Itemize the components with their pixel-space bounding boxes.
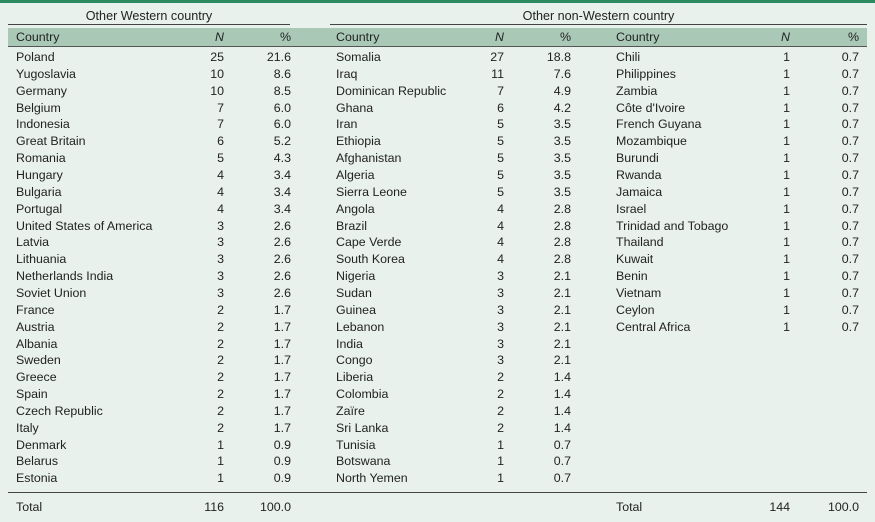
- percent-cell: 2.1: [553, 353, 571, 368]
- table-row: [0, 49, 875, 66]
- table-row: [0, 66, 875, 83]
- count-cell: 1: [783, 285, 790, 300]
- percent-cell: 2.6: [273, 269, 291, 284]
- country-cell: Côte d'Ivoire: [616, 100, 686, 115]
- country-cell: Trinidad and Tobago: [616, 218, 729, 233]
- count-cell: 5: [497, 184, 504, 199]
- percent-cell: 0.7: [841, 50, 859, 64]
- percent-cell: 1.7: [273, 403, 291, 418]
- country-cell: Ghana: [336, 100, 374, 115]
- country-cell: Sweden: [16, 353, 61, 368]
- percent-cell: 3.5: [553, 184, 571, 199]
- table-row: [0, 386, 875, 403]
- table-row: [0, 150, 875, 167]
- country-cell: Bulgaria: [16, 184, 62, 199]
- total-pct-western: 100.0: [259, 500, 291, 514]
- percent-cell: 0.7: [841, 168, 859, 182]
- percent-cell: 1.7: [273, 319, 291, 334]
- count-cell: 10: [210, 66, 224, 81]
- count-cell: 2: [497, 387, 504, 401]
- country-cell: Greece: [16, 370, 57, 385]
- percent-cell: 21.6: [266, 50, 291, 64]
- country-cell: Angola: [336, 201, 375, 216]
- percent-cell: 0.7: [841, 66, 859, 81]
- table-header: [8, 28, 867, 47]
- percent-cell: 0.9: [273, 471, 291, 486]
- table-row: [0, 453, 875, 470]
- count-cell: 4: [217, 201, 224, 216]
- table-row: [0, 184, 875, 201]
- country-cell: Cape Verde: [336, 235, 402, 250]
- count-cell: 1: [217, 454, 224, 469]
- header-pct: %: [847, 30, 859, 44]
- percent-cell: 2.1: [553, 285, 571, 300]
- count-cell: 1: [783, 134, 790, 149]
- percent-cell: 2.6: [273, 218, 291, 233]
- percent-cell: 1.7: [273, 387, 291, 401]
- country-cell: Benin: [616, 269, 648, 284]
- count-cell: 25: [210, 50, 224, 64]
- header-n: N: [495, 30, 504, 44]
- count-cell: 1: [217, 471, 224, 486]
- country-cell: Nigeria: [336, 269, 376, 284]
- percent-cell: 3.5: [553, 117, 571, 132]
- table-row: [0, 100, 875, 117]
- count-cell: 4: [497, 235, 504, 250]
- percent-cell: 2.6: [273, 235, 291, 250]
- count-cell: 3: [217, 285, 224, 300]
- country-cell: Ceylon: [616, 302, 655, 317]
- table-row: [0, 218, 875, 235]
- percent-cell: 0.7: [841, 83, 859, 98]
- count-cell: 2: [497, 370, 504, 385]
- country-cell: Lithuania: [16, 252, 67, 267]
- percent-cell: 6.0: [273, 100, 291, 115]
- country-cell: Liberia: [336, 370, 374, 385]
- country-cell: Italy: [16, 420, 39, 435]
- percent-cell: 1.4: [553, 387, 571, 401]
- count-cell: 1: [783, 302, 790, 317]
- count-cell: 2: [217, 319, 224, 334]
- country-cell: Great Britain: [16, 134, 86, 149]
- country-cell: Guinea: [336, 302, 376, 317]
- total-divider: [8, 492, 867, 493]
- country-cell: Germany: [16, 83, 67, 98]
- table-row: [0, 470, 875, 487]
- percent-cell: 5.2: [273, 134, 291, 149]
- count-cell: 3: [497, 336, 504, 351]
- table-row: [0, 285, 875, 302]
- percent-cell: 0.7: [841, 134, 859, 149]
- count-cell: 3: [217, 218, 224, 233]
- country-cell: Thailand: [616, 235, 664, 250]
- percent-cell: 0.7: [553, 471, 571, 486]
- count-cell: 3: [497, 319, 504, 334]
- country-cell: Sri Lanka: [336, 420, 389, 435]
- table-row: [0, 167, 875, 184]
- percent-cell: 3.5: [553, 134, 571, 149]
- total-n-nonwestern: 144: [769, 500, 790, 514]
- count-cell: 2: [217, 370, 224, 385]
- country-cell: Albania: [16, 336, 58, 351]
- country-cell: Algeria: [336, 168, 375, 182]
- percent-cell: 1.7: [273, 370, 291, 385]
- count-cell: 2: [217, 302, 224, 317]
- percent-cell: 0.7: [841, 302, 859, 317]
- percent-cell: 18.8: [546, 50, 571, 64]
- table-row: [0, 234, 875, 251]
- country-cell: Iraq: [336, 66, 358, 81]
- percent-cell: 0.9: [273, 454, 291, 469]
- percent-cell: 2.8: [553, 252, 571, 267]
- country-cell: Belarus: [16, 454, 59, 469]
- header-n: N: [781, 30, 790, 44]
- percent-cell: 1.4: [553, 403, 571, 418]
- count-cell: 6: [217, 134, 224, 149]
- count-cell: 27: [490, 50, 504, 64]
- percent-cell: 8.5: [273, 83, 291, 98]
- country-cell: Romania: [16, 151, 66, 166]
- country-cell: Kuwait: [616, 252, 654, 267]
- percent-cell: 2.8: [553, 218, 571, 233]
- country-cell: Zambia: [616, 83, 658, 98]
- count-cell: 3: [497, 269, 504, 284]
- percent-cell: 4.2: [553, 100, 571, 115]
- percent-cell: 0.7: [841, 201, 859, 216]
- country-cell: Sudan: [336, 285, 372, 300]
- total-label-nonwestern: Total: [616, 500, 643, 514]
- percent-cell: 2.8: [553, 235, 571, 250]
- count-cell: 4: [497, 201, 504, 216]
- table-row: [0, 251, 875, 268]
- table-row: [0, 201, 875, 218]
- count-cell: 2: [497, 420, 504, 435]
- group-title-nonwestern: Other non-Western country: [522, 9, 675, 23]
- count-cell: 1: [783, 269, 790, 284]
- percent-cell: 2.8: [553, 201, 571, 216]
- percent-cell: 4.9: [553, 83, 571, 98]
- header-country: Country: [336, 30, 380, 44]
- country-cell: Hungary: [16, 168, 63, 182]
- count-cell: 4: [497, 252, 504, 267]
- count-cell: 4: [217, 168, 224, 182]
- count-cell: 2: [217, 420, 224, 435]
- count-cell: 1: [783, 218, 790, 233]
- country-cell: North Yemen: [336, 471, 408, 486]
- country-cell: Czech Republic: [16, 403, 103, 418]
- country-cell: Philippines: [616, 66, 676, 81]
- total-label-western: Total: [16, 500, 43, 514]
- count-cell: 3: [217, 252, 224, 267]
- country-cell: Yugoslavia: [16, 66, 76, 81]
- country-cell: Vietnam: [616, 285, 662, 300]
- country-cell: Colombia: [336, 387, 389, 401]
- count-cell: 1: [783, 319, 790, 334]
- country-cell: Congo: [336, 353, 373, 368]
- percent-cell: 3.5: [553, 151, 571, 166]
- count-cell: 1: [783, 117, 790, 132]
- country-cell: Portugal: [16, 201, 63, 216]
- total-row: [8, 499, 867, 516]
- count-cell: 1: [783, 50, 790, 64]
- count-cell: 2: [217, 336, 224, 351]
- table-row: [0, 133, 875, 150]
- country-cell: Zaïre: [336, 403, 365, 418]
- header-n: N: [215, 30, 224, 44]
- group-underline-nonwestern: [330, 24, 867, 25]
- country-cell: Central Africa: [616, 319, 691, 334]
- percent-cell: 1.7: [273, 336, 291, 351]
- percent-cell: 0.7: [841, 319, 859, 334]
- percent-cell: 0.7: [841, 285, 859, 300]
- table-row: [0, 437, 875, 454]
- country-cell: Spain: [16, 387, 48, 401]
- count-cell: 3: [497, 302, 504, 317]
- percent-cell: 1.4: [553, 370, 571, 385]
- country-cell: Chili: [616, 50, 641, 64]
- country-cell: Burundi: [616, 151, 659, 166]
- table-row: [0, 319, 875, 336]
- count-cell: 2: [217, 353, 224, 368]
- table-row: [0, 403, 875, 420]
- count-cell: 10: [210, 83, 224, 98]
- percent-cell: 0.7: [841, 184, 859, 199]
- country-cell: Soviet Union: [16, 285, 87, 300]
- percent-cell: 3.4: [273, 201, 291, 216]
- table-row: [0, 268, 875, 285]
- percent-cell: 2.6: [273, 252, 291, 267]
- country-cell: Poland: [16, 50, 55, 64]
- percent-cell: 3.5: [553, 168, 571, 182]
- country-cell: Netherlands India: [16, 269, 114, 284]
- group-underline-western: [8, 24, 290, 25]
- percent-cell: 4.3: [273, 151, 291, 166]
- percent-cell: 1.7: [273, 420, 291, 435]
- header-country: Country: [16, 30, 60, 44]
- country-cell: Iran: [336, 117, 358, 132]
- percent-cell: 1.7: [273, 353, 291, 368]
- country-cell: Somalia: [336, 50, 381, 64]
- count-cell: 11: [491, 66, 504, 81]
- count-cell: 2: [497, 403, 504, 418]
- count-cell: 3: [497, 285, 504, 300]
- percent-cell: 7.6: [553, 66, 571, 81]
- country-cell: Belgium: [16, 100, 61, 115]
- percent-cell: 2.6: [273, 285, 291, 300]
- count-cell: 3: [217, 269, 224, 284]
- country-cell: Israel: [616, 201, 647, 216]
- percent-cell: 2.1: [553, 319, 571, 334]
- count-cell: 5: [497, 117, 504, 132]
- percent-cell: 0.7: [841, 100, 859, 115]
- percent-cell: 0.7: [841, 218, 859, 233]
- count-cell: 4: [217, 184, 224, 199]
- header-pct: %: [559, 30, 571, 44]
- percent-cell: 2.1: [553, 302, 571, 317]
- percent-cell: 0.7: [841, 151, 859, 166]
- percent-cell: 0.7: [841, 269, 859, 284]
- percent-cell: 0.9: [273, 437, 291, 452]
- count-cell: 1: [497, 437, 504, 452]
- percent-cell: 3.4: [273, 168, 291, 182]
- country-cell: South Korea: [336, 252, 405, 267]
- percent-cell: 1.7: [273, 302, 291, 317]
- country-cell: Lebanon: [336, 319, 385, 334]
- country-cell: India: [336, 336, 363, 351]
- count-cell: 1: [783, 83, 790, 98]
- count-cell: 1: [783, 235, 790, 250]
- count-cell: 1: [783, 151, 790, 166]
- count-cell: 3: [497, 353, 504, 368]
- country-cell: Austria: [16, 319, 55, 334]
- percent-cell: 0.7: [841, 252, 859, 267]
- group-title-western: Other Western country: [85, 9, 213, 23]
- header-pct: %: [279, 30, 291, 44]
- percent-cell: 8.6: [273, 66, 291, 81]
- country-cell: Sierra Leone: [336, 184, 407, 199]
- country-cell: Rwanda: [616, 168, 662, 182]
- count-cell: 1: [497, 454, 504, 469]
- count-cell: 2: [217, 387, 224, 401]
- count-cell: 1: [783, 100, 790, 115]
- country-cell: Indonesia: [16, 117, 70, 132]
- count-cell: 1: [217, 437, 224, 452]
- count-cell: 6: [497, 100, 504, 115]
- country-cell: Brazil: [336, 218, 367, 233]
- table-row: [0, 420, 875, 437]
- percent-cell: 0.7: [841, 117, 859, 132]
- table-row: [0, 336, 875, 353]
- country-cell: Tunisia: [336, 437, 376, 452]
- count-cell: 5: [497, 134, 504, 149]
- table-row: [0, 302, 875, 319]
- country-cell: Jamaica: [616, 184, 663, 199]
- country-cell: Denmark: [16, 437, 67, 452]
- count-cell: 7: [217, 100, 224, 115]
- percent-cell: 0.7: [841, 235, 859, 250]
- top-accent-bar: [0, 0, 875, 3]
- count-cell: 3: [217, 235, 224, 250]
- count-cell: 1: [783, 168, 790, 182]
- count-cell: 5: [497, 168, 504, 182]
- total-pct-nonwestern: 100.0: [827, 500, 859, 514]
- percent-cell: 6.0: [273, 117, 291, 132]
- percent-cell: 0.7: [553, 454, 571, 469]
- country-cell: Mozambique: [616, 134, 687, 149]
- country-cell: Latvia: [16, 235, 50, 250]
- count-cell: 1: [783, 201, 790, 216]
- percent-cell: 2.1: [553, 269, 571, 284]
- count-cell: 7: [217, 117, 224, 132]
- count-cell: 5: [217, 151, 224, 166]
- table-row: [0, 83, 875, 100]
- country-cell: Afghanistan: [336, 151, 402, 166]
- country-cell: United States of America: [16, 218, 153, 233]
- count-cell: 4: [497, 218, 504, 233]
- count-cell: 1: [783, 66, 790, 81]
- country-cell: Dominican Republic: [336, 83, 447, 98]
- percent-cell: 0.7: [553, 437, 571, 452]
- table-row: [0, 369, 875, 386]
- count-cell: 1: [497, 471, 504, 486]
- count-cell: 1: [783, 252, 790, 267]
- country-cell: Ethiopia: [336, 134, 381, 149]
- header-country: Country: [616, 30, 660, 44]
- total-n-western: 116: [204, 500, 224, 514]
- country-cell: France: [16, 302, 55, 317]
- percent-cell: 3.4: [273, 184, 291, 199]
- count-cell: 2: [217, 403, 224, 418]
- country-cell: French Guyana: [616, 117, 702, 132]
- count-cell: 1: [783, 184, 790, 199]
- table-row: [0, 116, 875, 133]
- count-cell: 5: [497, 151, 504, 166]
- country-cell: Botswana: [336, 454, 391, 469]
- country-cell: Estonia: [16, 471, 58, 486]
- count-cell: 7: [497, 83, 504, 98]
- table-row: [0, 352, 875, 369]
- percent-cell: 2.1: [553, 336, 571, 351]
- percent-cell: 1.4: [553, 420, 571, 435]
